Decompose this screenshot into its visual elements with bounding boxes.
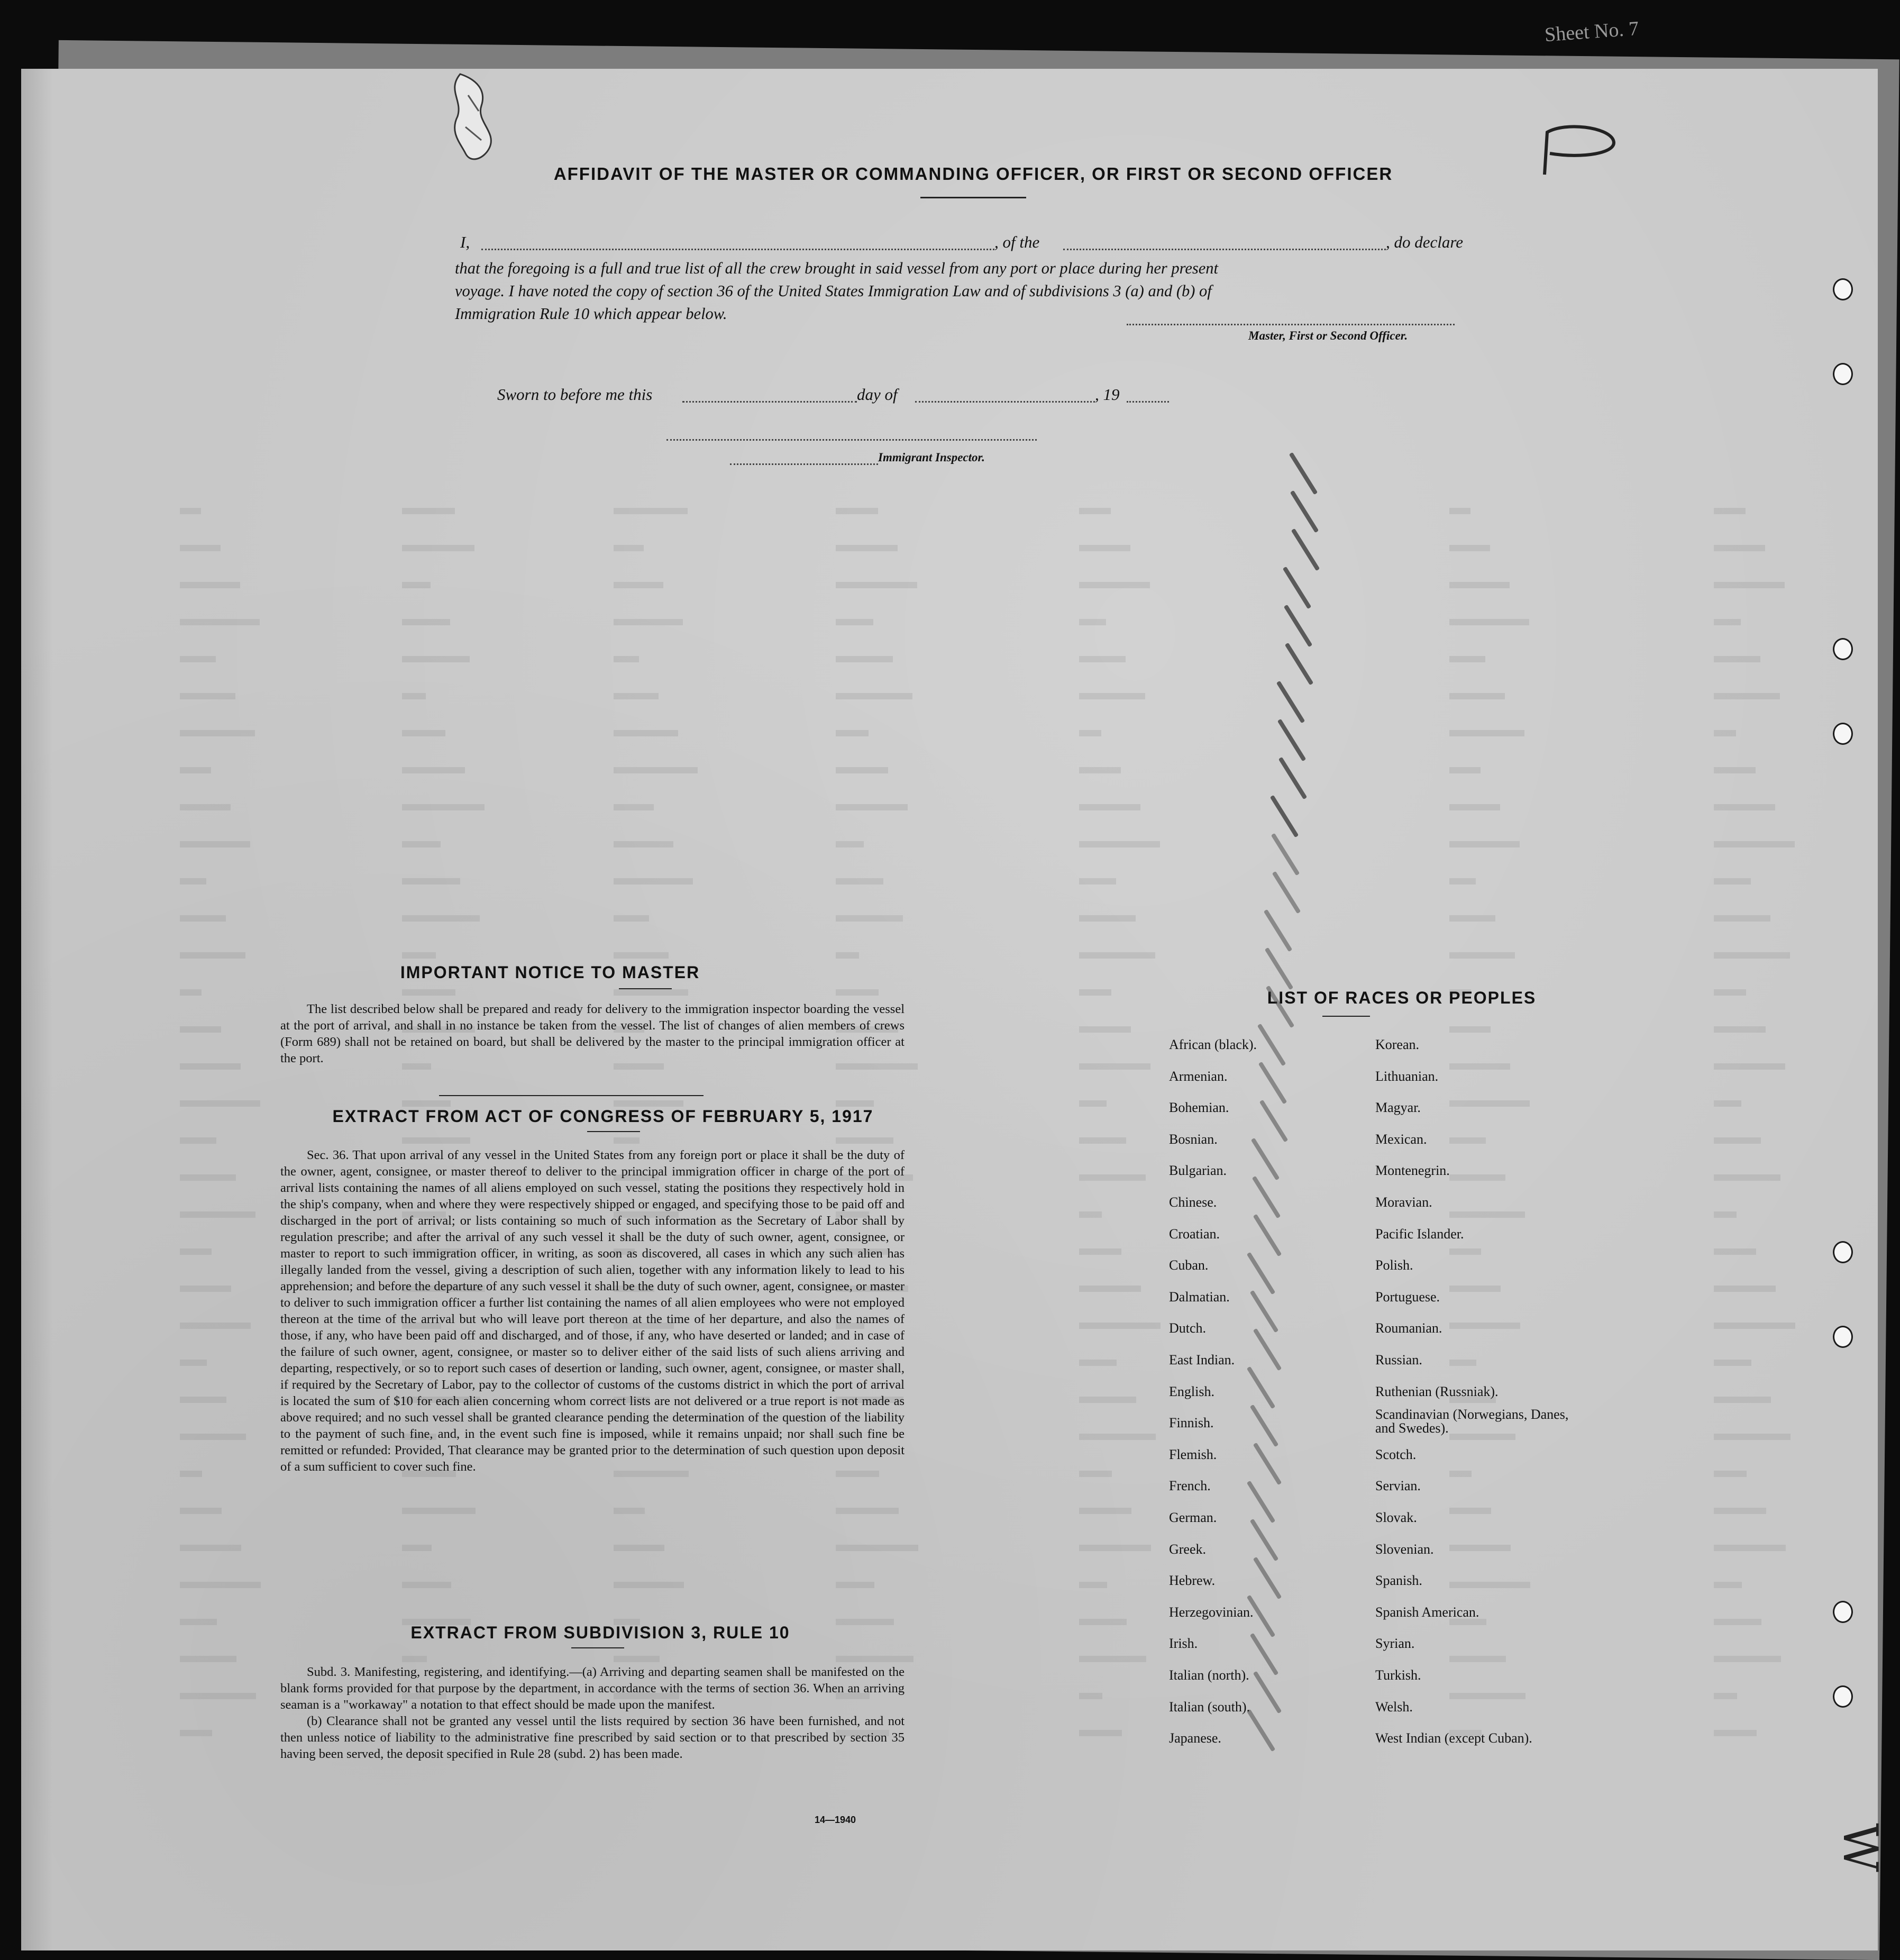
bleed-through-mark [180,1656,236,1662]
bleed-through-mark [1714,952,1790,959]
race-item: Russian. [1375,1352,1422,1368]
bleed-through-mark [1079,1211,1102,1218]
punch-hole [1833,278,1853,300]
bleed-through-mark [180,1397,226,1403]
bleed-through-mark [836,1545,918,1551]
master-signature-line [1127,324,1455,325]
bleed-through-row [180,804,1862,836]
bleed-through-mark [180,1063,241,1070]
bleed-through-row [180,619,1862,651]
bleed-through-mark [402,619,450,625]
bleed-through-mark [180,582,240,588]
bleed-through-mark [614,1582,684,1588]
affidavit-title: AFFIDAVIT OF THE MASTER OR COMMANDING OFFICER, OR FIRST OR SECOND OFFICER [553,164,1393,184]
race-item: Roumanian. [1375,1320,1442,1336]
bleed-through-mark [836,804,908,810]
race-item: Slovak. [1375,1510,1417,1525]
notice-paragraph: The list described below shall be prepared and ready for delivery to the immigration inspector boarding the vessel at the port of arrival, and shall in no instance be taken from the vessel. The list of changes of alien members of crews (Form 689) shall not be retained on board, but shall be delivered by the master to the principal immigration officer at the port. [280,1002,905,1065]
bleed-through-mark [180,1471,202,1477]
bleed-through-mark [1079,1360,1117,1366]
bleed-through-mark [1714,915,1770,922]
bleed-through-mark [1079,1434,1156,1440]
race-item: Lithuanian. [1375,1068,1439,1084]
bleed-through-mark [180,508,201,514]
day-of-text: day of [857,385,898,404]
bleed-through-mark [614,1137,640,1144]
bleed-through-mark [614,1656,660,1662]
affidavit-i: I, [460,233,470,251]
bleed-through-mark [1714,1063,1785,1070]
sworn-year-blank [1127,401,1169,403]
bleed-through-mark [180,952,245,959]
race-item: West Indian (except Cuban). [1375,1730,1532,1746]
bleed-through-mark [1449,619,1529,625]
races-right-column [1375,1037,1693,1830]
sworn-day-blank [682,401,857,403]
bleed-through-mark [1079,1508,1131,1514]
rule-paragraph-b: (b) Clearance shall not be granted any vessel until the lists required by section 36 have been furnished, and not then unless notice of liability to the administrative fine prescribed by said section or to that prescribed by section 35 having been served, the deposit specified in Rule 28 (subd. 2) has been made. [280,1714,905,1761]
bleed-through-mark [180,1174,236,1181]
affidavit-line-3: voyage. I have noted the copy of section 36 of the United States Immigration Law and of subdivisions 3 (a) and (b) of [455,282,1212,300]
bleed-through-mark [836,915,903,922]
race-item: Welsh. [1375,1699,1413,1715]
bleed-through-mark [180,1137,216,1144]
race-item: Hebrew. [1169,1573,1216,1589]
race-item: Spanish American. [1375,1604,1479,1620]
bleed-through-mark [614,841,673,847]
race-item: Montenegrin. [1375,1163,1450,1179]
bleed-through-mark [1079,1323,1161,1329]
bleed-through-row [180,545,1862,577]
bleed-through-mark [180,619,260,625]
punch-hole [1833,1685,1853,1708]
bleed-through-mark [1714,1619,1761,1625]
bleed-through-mark [180,804,231,810]
master-caption: Master, First or Second Officer. [1248,329,1408,342]
bleed-through-mark [180,1360,207,1366]
bleed-through-mark [402,1137,470,1144]
inspector-caption: Immigrant Inspector. [878,451,985,464]
bleed-through-mark [180,545,221,551]
bleed-through-mark [836,508,878,514]
bleed-through-mark [402,767,465,773]
race-item: Moravian. [1375,1195,1432,1210]
race-item: Korean. [1375,1037,1420,1052]
race-item: Turkish. [1375,1667,1421,1683]
bleed-through-mark [614,545,644,551]
affidavit-declare: , do declare [1386,233,1464,251]
bleed-through-mark [1714,804,1775,810]
bleed-through-mark [1714,730,1736,736]
bleed-through-mark [1714,1693,1737,1699]
bleed-through-row [180,915,1862,947]
bleed-through-mark [1079,804,1140,810]
document-page [21,69,1888,1950]
bleed-through-mark [1449,730,1524,736]
punch-hole [1833,1326,1853,1348]
bleed-through-row [180,878,1862,910]
bleed-through-mark [1714,656,1760,662]
bleed-through-mark [1714,1211,1737,1218]
bleed-through-mark [180,841,250,847]
bleed-through-mark [1079,1286,1141,1292]
bleed-through-mark [614,1545,664,1551]
bleed-through-mark [180,730,255,736]
bleed-through-mark [614,989,688,996]
page-shadow [21,69,53,1950]
form-number: 14—1940 [815,1815,856,1825]
bleed-through-mark [1079,619,1106,625]
bleed-through-mark [180,767,211,773]
bleed-through-mark [836,1582,874,1588]
notice-divider [439,1095,704,1096]
bleed-through-mark [836,841,864,847]
race-item: Polish. [1375,1257,1413,1273]
races-underline [1322,1016,1370,1017]
bleed-through-row [180,582,1862,614]
punch-hole [1833,1601,1853,1623]
bleed-through-mark [836,1508,899,1514]
bleed-through-mark [836,619,873,625]
bleed-through-mark [614,915,649,922]
bleed-through-mark [1714,989,1746,996]
bleed-through-mark [836,545,898,551]
bleed-through-mark [1449,656,1485,662]
bleed-through-mark [180,1026,221,1033]
bleed-through-mark [1449,1026,1491,1033]
bleed-through-mark [180,693,235,699]
bleed-through-row [180,693,1862,725]
bleed-through-mark [402,1100,451,1107]
bleed-through-mark [614,1100,683,1107]
affidavit-line-4: Immigration Rule 10 which appear below. [455,305,727,323]
rule-title: EXTRACT FROM SUBDIVISION 3, RULE 10 [410,1623,790,1642]
bleed-through-mark [1079,1063,1150,1070]
bleed-through-mark [402,730,445,736]
bleed-through-row [180,508,1862,540]
bleed-through-mark [1449,508,1470,514]
bleed-through-mark [1714,1323,1795,1329]
bleed-through-mark [836,1100,874,1107]
bleed-through-mark [1714,1434,1791,1440]
bleed-through-mark [614,730,678,736]
bleed-through-mark [180,1582,261,1588]
bleed-through-row [180,730,1862,762]
bleed-through-mark [836,767,888,773]
race-item: Pacific Islander. [1375,1226,1464,1242]
bleed-through-mark [1449,804,1500,810]
bleed-through-mark [836,989,879,996]
bleed-through-mark [402,1656,427,1662]
bleed-through-mark [1079,1582,1107,1588]
vessel-blank [1063,249,1386,250]
bleed-through-mark [614,767,698,773]
bleed-through-mark [836,878,883,885]
bleed-through-mark [1714,1656,1781,1662]
bleed-through-mark [1079,1619,1127,1625]
bleed-through-mark [180,1693,256,1699]
bleed-through-mark [1714,1026,1766,1033]
bleed-through-mark [1079,989,1111,996]
bleed-through-mark [402,693,426,699]
bleed-through-mark [1714,545,1765,551]
race-item: Scandinavian (Norwegians, Danes, and Swedes). [1375,1407,1569,1436]
bleed-through-mark [1714,1397,1771,1403]
bleed-through-mark [180,1730,212,1736]
bleed-through-mark [1079,1730,1122,1736]
bleed-through-mark [1449,952,1515,959]
race-item: Syrian. [1375,1636,1415,1652]
act-title: EXTRACT FROM ACT OF CONGRESS OF FEBRUARY 5, 1917 [332,1107,874,1126]
bleed-through-mark [1079,767,1121,773]
torn-paper-mark [439,69,513,169]
bleed-through-mark [180,1508,222,1514]
bleed-through-mark [180,656,216,662]
bleed-through-mark [1079,1174,1146,1181]
name-blank [481,249,994,250]
bleed-through-mark [1449,582,1510,588]
race-item: Dalmatian. [1169,1289,1230,1305]
handwritten-scribble [1534,122,1629,185]
rule-text [280,1664,905,1762]
race-item: Dutch. [1169,1320,1207,1336]
race-item: Finnish. [1169,1415,1214,1431]
bleed-through-mark [1079,508,1111,514]
bleed-through-mark [1449,767,1481,773]
bleed-through-mark [402,656,470,662]
race-item: Mexican. [1375,1131,1427,1147]
bleed-through-mark [402,841,441,847]
sworn-text: Sworn to before me this [497,385,653,404]
inspector-signature-line-2 [730,463,878,465]
bleed-through-mark [836,730,869,736]
bleed-through-mark [1449,545,1490,551]
bleed-through-mark [1079,1656,1146,1662]
bleed-through-mark [836,952,859,959]
bleed-through-mark [1714,1582,1742,1588]
affidavit-line-2: that the foregoing is a full and true list of all the crew brought in said vessel from any port or place during her present [455,259,1219,277]
bleed-through-mark [1079,952,1155,959]
bleed-through-mark [1079,582,1150,588]
bleed-through-mark [614,656,639,662]
race-item: Italian (south). [1169,1699,1250,1715]
bleed-through-mark [1714,1137,1761,1144]
race-item: Portuguese. [1375,1289,1440,1305]
bleed-through-mark [614,582,663,588]
bleed-through-mark [1714,841,1795,847]
bleed-through-mark [180,1211,255,1218]
bleed-through-mark [402,1582,451,1588]
race-item: Italian (north). [1169,1667,1249,1683]
bleed-through-row [180,841,1862,873]
notice-text [280,1001,905,1066]
bleed-through-mark [1714,1730,1757,1736]
race-item: Armenian. [1169,1068,1228,1084]
bleed-through-mark [1079,1248,1121,1255]
race-item: Slovenian. [1375,1541,1434,1557]
bleed-through-mark [180,1323,251,1329]
bleed-through-mark [1449,878,1476,885]
race-item: English. [1169,1383,1214,1399]
bleed-through-row [180,767,1862,799]
year-text: , 19 [1095,385,1120,404]
bleed-through-mark [180,1286,231,1292]
rule-underline [571,1647,624,1648]
bleed-through-mark [1714,582,1785,588]
pencil-check-mark [1289,452,1318,495]
margin-handwritten-letter: W [1832,1823,1888,1872]
punch-hole [1833,363,1853,385]
bleed-through-mark [1079,915,1136,922]
bleed-through-mark [402,1508,476,1514]
bleed-through-mark [1714,1545,1786,1551]
bleed-through-mark [402,952,436,959]
bleed-through-mark [402,582,431,588]
bleed-through-mark [614,952,669,959]
notice-underline [619,988,672,989]
bleed-through-mark [1079,1100,1107,1107]
bleed-through-mark [402,1545,432,1551]
bleed-through-mark [1079,656,1126,662]
race-item: Servian. [1375,1478,1421,1494]
bleed-through-mark [1079,1545,1151,1551]
race-item: Croatian. [1169,1226,1220,1242]
bleed-through-mark [180,1619,217,1625]
bleed-through-mark [1079,1397,1136,1403]
act-paragraph: Sec. 36. That upon arrival of any vessel in the United States from any foreign port or place it shall be the duty of the owner, agent, consignee, or master thereof to deliver to the principal immigration officer in charge of the port of arrival lists containing the names of all aliens employed on such vessel, stating the positions they respectively hold in the ship's company, when and where they were respectively shipped or engaged, and specifying those to be paid off and discharged in the port of arrival; or lists containing so much of such information as the Secretary of Labor shall by regulation prescribe; and after the arrival of any such vessel it shall be the duty of such owner, agent, consignee, or master to report to such immigration officer, in writing, as soon as discovered, all cases in which any such alien has illegally landed from the vessel, giving a description of such alien, together with any information likely to lead to his apprehension; and before the departure of any such vessel it shall be the duty of such owner, agent, consignee, or master to deliver to such immigration officer a further list containing the names of all alien employees who were not employed thereon at the time of the arrival but who will leave port thereon at the time of her departure, and also the names of those, if any, who have been paid off and discharged, and of those, if any, who have deserted or landed; and in case of the failure of such owner, agent, consignee, or master so to deliver either of the said lists of such aliens arriving and departing, respectively, or so to report such cases of desertion or landing, such owner, agent, consignee, or master shall, if required by the Secretary of Labor, pay to the collector of customs of the customs district in which the port of arrival is located the sum of $10 for each alien concerning whom correct lists are not delivered or a true report is not made as above required; and no such vessel shall be granted clearance pending the determination of the question of the liability to the payment of such fine, and, in the event such fine is imposed, while it remains unpaid; nor shall such fine be remitted or refunded: Provided, That clearance may be granted prior to the determination of such question upon deposit of a sum sufficient to cover such fine. [280,1148,905,1474]
bleed-through-mark [402,804,485,810]
bleed-through-mark [1714,1360,1751,1366]
bleed-through-mark [614,804,654,810]
race-item: Chinese. [1169,1195,1217,1210]
bleed-through-mark [180,1434,246,1440]
bleed-through-mark [180,1545,241,1551]
bleed-through-mark [402,878,460,885]
bleed-through-mark [1714,1508,1766,1514]
race-item: German. [1169,1510,1217,1525]
bleed-through-mark [614,693,659,699]
sheet-number: Sheet No. 7 [1543,17,1640,47]
bleed-through-mark [1714,508,1746,514]
bleed-through-mark [836,1656,914,1662]
bleed-through-mark [402,545,474,551]
bleed-through-mark [614,508,688,514]
bleed-through-mark [1449,693,1505,699]
race-item: African (black). [1169,1037,1257,1052]
bleed-through-mark [1079,1026,1131,1033]
bleed-through-mark [836,1137,893,1144]
bleed-through-mark [1714,1248,1756,1255]
bleed-through-mark [402,989,455,996]
punch-hole [1833,723,1853,745]
bleed-through-mark [614,878,693,885]
bleed-through-mark [1079,545,1130,551]
bleed-through-mark [1079,878,1116,885]
race-item: Magyar. [1375,1100,1421,1116]
bleed-through-mark [402,508,455,514]
bleed-through-mark [180,878,206,885]
bleed-through-mark [1449,841,1520,847]
bleed-through-mark [614,619,683,625]
race-item: Greek. [1169,1541,1207,1557]
bleed-through-mark [1714,693,1780,699]
race-item: Cuban. [1169,1257,1209,1273]
rule-paragraph-a: Subd. 3. Manifesting, registering, and identifying.—(a) Arriving and departing seamen shall be manifested on the blank forms provided for that purpose by the department, in accordance with the terms of section 36. When an arriving seaman is a "workaway" a notation to that effect should be made upon the manifest. [280,1665,905,1712]
bleed-through-mark [180,1100,260,1107]
bleed-through-mark [1714,1100,1741,1107]
bleed-through-mark [180,915,226,922]
race-item: Japanese. [1169,1730,1221,1746]
bleed-through-mark [836,582,917,588]
race-item: East Indian. [1169,1352,1235,1368]
bleed-through-mark [1714,1286,1776,1292]
bleed-through-mark [1714,619,1741,625]
sworn-month-blank [915,401,1095,403]
act-underline [587,1131,640,1132]
race-item: Spanish. [1375,1573,1422,1589]
bleed-through-mark [1714,1174,1780,1181]
race-item: Ruthenian (Russniak). [1375,1383,1499,1399]
race-item: Bosnian. [1169,1131,1218,1147]
bleed-through-mark [1079,730,1101,736]
race-item: Flemish. [1169,1446,1217,1462]
bleed-through-mark [1079,841,1160,847]
race-item: Irish. [1169,1636,1198,1652]
title-underline [920,197,1026,198]
punch-hole [1833,1241,1853,1263]
bleed-through-mark [1714,878,1751,885]
bleed-through-mark [614,1508,645,1514]
bleed-through-mark [1079,1471,1112,1477]
act-text [280,1147,905,1475]
bleed-through-mark [1079,1693,1102,1699]
bleed-through-mark [1079,1137,1126,1144]
race-item: Bulgarian. [1169,1163,1227,1179]
bleed-through-mark [180,989,202,996]
affidavit-of-the: , of the [994,233,1040,251]
race-item: Scotch. [1375,1446,1417,1462]
bleed-through-mark [1714,1471,1747,1477]
race-item: Herzegovinian. [1169,1604,1254,1620]
bleed-through-mark [836,656,893,662]
bleed-through-mark [1449,915,1495,922]
race-item: Bohemian. [1169,1100,1229,1116]
bleed-through-mark [402,915,480,922]
notice-title: IMPORTANT NOTICE TO MASTER [400,963,700,982]
bleed-through-mark [180,1248,212,1255]
bleed-through-mark [1079,693,1145,699]
bleed-through-mark [1714,767,1756,773]
inspector-signature-line [666,439,1037,441]
punch-hole [1833,638,1853,660]
bleed-through-mark [836,693,912,699]
race-item: French. [1169,1478,1211,1494]
races-title: LIST OF RACES OR PEOPLES [1267,988,1537,1007]
bleed-through-row [180,656,1862,688]
